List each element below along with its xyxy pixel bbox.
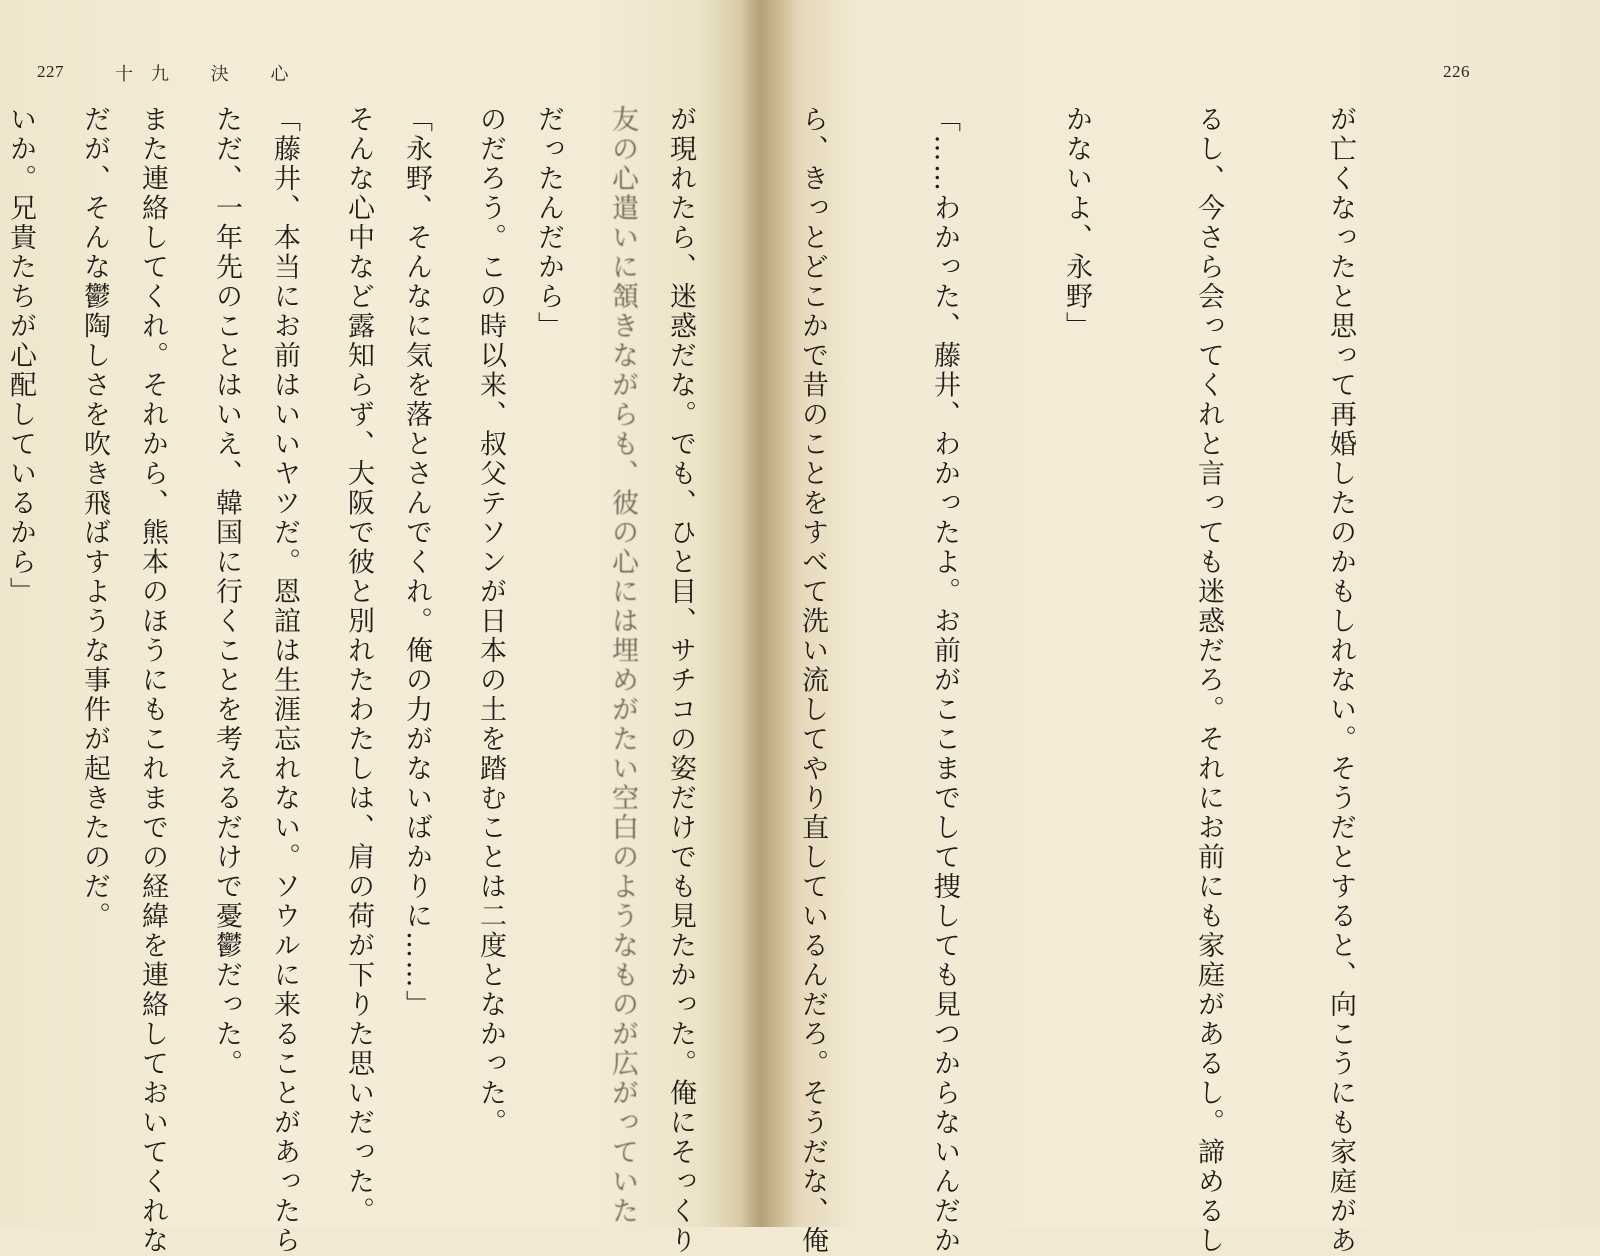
text-line: るし、今さら会ってくれと言っても迷惑だろ。それにお前にも家庭があるし。諦めるし <box>1193 105 1224 1256</box>
text-line: また連絡してくれ。それから、熊本のほうにもこれまでの経緯を連絡しておいてくれな <box>137 105 168 1256</box>
text-line: だが、そんな鬱陶しさを吹き飛ばすような事件が起きたのだ。 <box>79 105 110 931</box>
text-line: が現れたら、迷惑だな。でも、ひと目、サチコの姿だけでも見たかった。俺にそっくり <box>665 105 696 1256</box>
text-line-blurred: 友の心遣いに頷きながらも、彼の心には埋めがたい空白のようなものが広がっていた <box>607 105 638 1226</box>
text-line: いか。兄貴たちが心配しているから」 <box>5 105 36 607</box>
text-line: そんな心中など露知らず、大阪で彼と別れたわたしは、肩の荷が下りた思いだった。 <box>343 105 374 1226</box>
running-head: 十九 決 心 <box>115 64 307 85</box>
text-line: 「永野、そんなに気を落とさんでくれ。俺の力がないばかりに……」 <box>401 105 432 1020</box>
text-line: が亡くなったと思って再婚したのかもしれない。そうだとすると、向こうにも家庭があ <box>1325 105 1356 1256</box>
page-number-left: 227 <box>37 62 64 81</box>
text-line: 「……わかった、藤井、わかったよ。お前がここまでして捜しても見つからないんだか <box>929 105 960 1256</box>
text-line: 「藤井、本当にお前はいいヤツだ。恩誼は生涯忘れない。ソウルに来ることがあったら <box>269 105 300 1256</box>
text-line: ただ、一年先のことはいえ、韓国に行くことを考えるだけで憂鬱だった。 <box>211 105 242 1079</box>
text-line: かないよ、永野」 <box>1061 105 1092 341</box>
text-line: ら、きっとどこかで昔のことをすべて洗い流してやり直しているんだろ。そうだな、俺 <box>797 105 828 1256</box>
text-line: だったんだから」 <box>533 105 564 341</box>
page-number-right: 226 <box>1443 62 1470 81</box>
text-line: のだろう。この時以来、叔父テソンが日本の土を踏むことは二度となかった。 <box>475 105 506 1138</box>
